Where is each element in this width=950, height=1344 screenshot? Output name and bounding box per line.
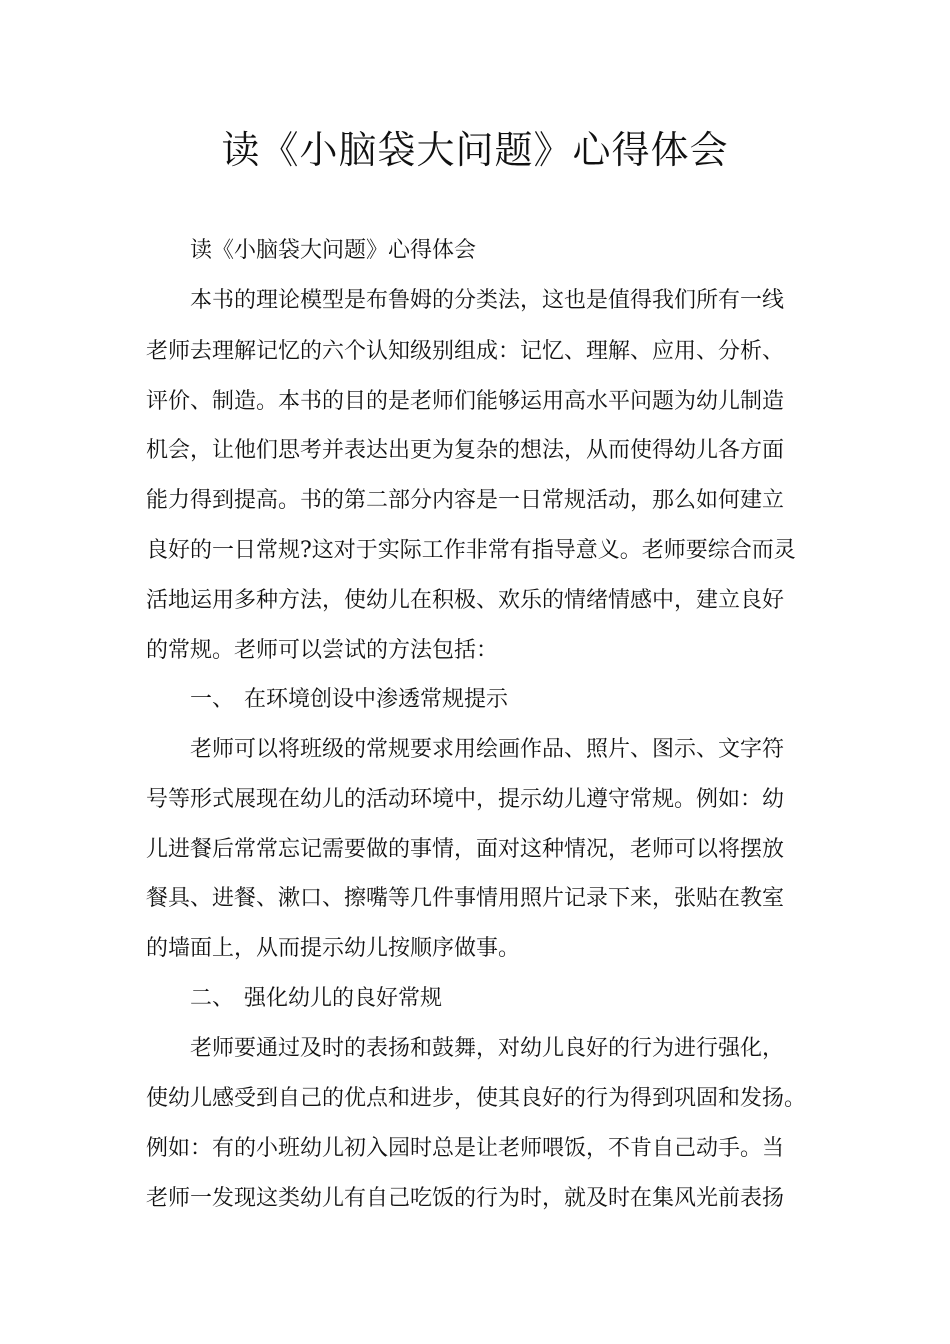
paragraph-line: 的常规。老师可以尝试的方法包括：: [146, 638, 499, 663]
paragraph-line: 活地运用多种方法，使幼儿在积极、欢乐的情绪情感中，建立良好: [146, 588, 785, 613]
document-title: 读《小脑袋大问题》心得体会: [221, 128, 729, 172]
paragraph-line: 的墙面上，从而提示幼儿按顺序做事。: [146, 936, 521, 961]
paragraph-line: 能力得到提高。书的第二部分内容是一日常规活动，那么如何建立: [146, 488, 785, 513]
section-number: 二、: [190, 986, 235, 1011]
paragraph-line: 儿进餐后常常忘记需要做的事情，面对这种情况，老师可以将摆放: [146, 837, 785, 862]
paragraph-line: 号等形式展现在幼儿的活动环境中，提示幼儿遵守常规。例如：幼: [146, 787, 785, 812]
paragraph-line: 良好的一日常规?这对于实际工作非常有指导意义。老师要综合而灵: [146, 538, 796, 563]
section-heading-text: 强化幼儿的良好常规: [244, 986, 443, 1011]
paragraph-line: 老师要通过及时的表扬和鼓舞，对幼儿良好的行为进行强化，: [190, 1036, 785, 1061]
paragraph-line: 老师一发现这类幼儿有自己吃饭的行为时，就及时在集风光前表扬: [146, 1186, 785, 1211]
paragraph-line: 本书的理论模型是布鲁姆的分类法，这也是值得我们所有一线: [190, 288, 785, 313]
paragraph-line: 评价、制造。本书的目的是老师们能够运用高水平问题为幼儿制造: [146, 389, 785, 414]
paragraph-line: 例如：有的小班幼儿初入园时总是让老师喂饭，不肯自己动手。当: [146, 1136, 785, 1161]
subtitle-line: 读《小脑袋大问题》心得体会: [190, 238, 477, 263]
paragraph-line: 老师去理解记忆的六个认知级别组成：记忆、理解、应用、分析、: [146, 339, 785, 364]
section-heading-text: 在环境创设中渗透常规提示: [244, 687, 509, 712]
paragraph-line: 使幼儿感受到自己的优点和进步，使其良好的行为得到巩固和发扬。: [146, 1086, 807, 1111]
section-heading-1: [190, 685, 870, 715]
paragraph-line: 老师可以将班级的常规要求用绘画作品、照片、图示、文字符: [190, 737, 785, 762]
section-number: 一、: [190, 687, 235, 712]
paragraph-line: 餐具、进餐、漱口、擦嘴等几件事情用照片记录下来，张贴在教室: [146, 886, 785, 911]
paragraph-line: 机会，让他们思考并表达出更为复杂的想法，从而使得幼儿各方面: [146, 438, 785, 463]
section-heading-2: [190, 984, 870, 1014]
